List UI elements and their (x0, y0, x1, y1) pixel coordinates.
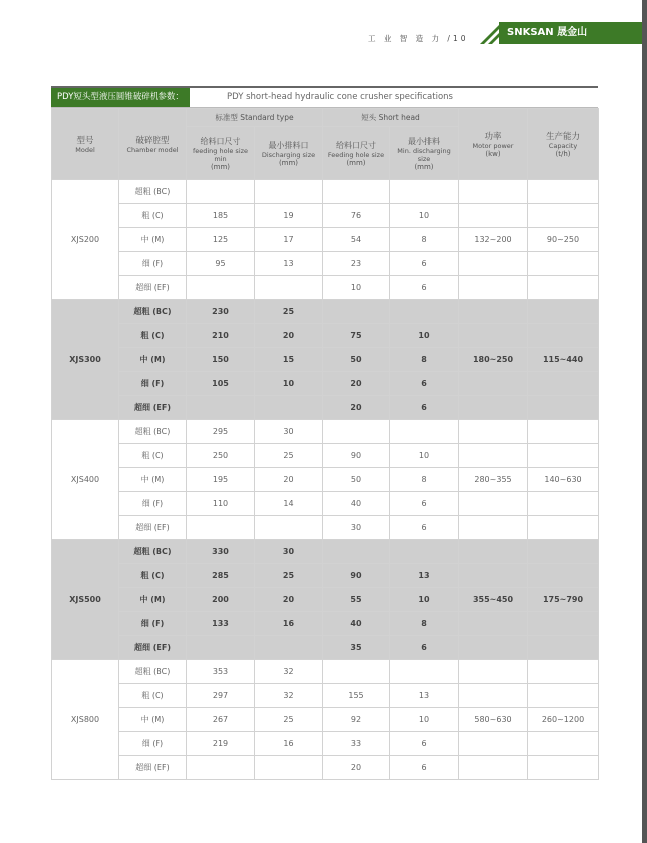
std-feed-cell: 95 (187, 252, 255, 276)
empty-cell (459, 444, 528, 468)
short-feed-cell (323, 300, 390, 324)
std-discharge-cell (255, 756, 323, 780)
empty-cell (459, 420, 528, 444)
std-discharge-cell (255, 276, 323, 300)
short-discharge-cell: 10 (390, 324, 459, 348)
table-row (52, 468, 599, 492)
empty-cell (528, 756, 599, 780)
header-short-head: 短头 Short head (323, 109, 459, 127)
short-discharge-cell: 6 (390, 276, 459, 300)
std-feed-cell: 330 (187, 540, 255, 564)
std-feed-cell (187, 636, 255, 660)
short-discharge-cell: 13 (390, 564, 459, 588)
std-feed-cell: 105 (187, 372, 255, 396)
table-row (52, 756, 599, 780)
brand-logo: SNKSAN 晟金山 (499, 22, 642, 44)
std-feed-cell: 125 (187, 228, 255, 252)
model-cell: XJS800 (52, 660, 119, 780)
short-discharge-cell (390, 660, 459, 684)
std-discharge-cell: 32 (255, 684, 323, 708)
empty-cell (459, 252, 528, 276)
power-cell: 355~450 (459, 588, 528, 612)
header-chamber: 破碎腔型 Chamber model (119, 109, 187, 180)
table-row (52, 660, 599, 684)
header-short-discharge: 最小排料 Min. discharging size (mm) (390, 127, 459, 180)
table-title-en: PDY short-head hydraulic cone crusher specifications (227, 92, 453, 102)
chamber-cell: 粗 (C) (119, 684, 187, 708)
short-feed-cell: 30 (323, 516, 390, 540)
std-feed-cell: 295 (187, 420, 255, 444)
header-std-feed: 给料口尺寸 feeding hole size min (mm) (187, 127, 255, 180)
std-feed-cell: 230 (187, 300, 255, 324)
empty-cell (528, 252, 599, 276)
page-edge-bar (642, 0, 647, 843)
chamber-cell: 细 (F) (119, 252, 187, 276)
short-feed-cell: 55 (323, 588, 390, 612)
empty-cell (528, 396, 599, 420)
short-discharge-cell: 6 (390, 372, 459, 396)
std-discharge-cell: 14 (255, 492, 323, 516)
table-row (52, 636, 599, 660)
std-discharge-cell: 16 (255, 732, 323, 756)
std-discharge-cell (255, 636, 323, 660)
chamber-cell: 中 (M) (119, 348, 187, 372)
chamber-cell: 细 (F) (119, 732, 187, 756)
power-cell: 580~630 (459, 708, 528, 732)
short-discharge-cell (390, 420, 459, 444)
empty-cell (528, 180, 599, 204)
short-feed-cell: 20 (323, 372, 390, 396)
table-row (52, 348, 599, 372)
std-discharge-cell: 20 (255, 468, 323, 492)
table-row (52, 612, 599, 636)
table-row (52, 684, 599, 708)
short-feed-cell (323, 540, 390, 564)
short-discharge-cell: 6 (390, 492, 459, 516)
chamber-cell: 超细 (EF) (119, 276, 187, 300)
empty-cell (528, 540, 599, 564)
short-feed-cell: 75 (323, 324, 390, 348)
model-cell: XJS500 (52, 540, 119, 660)
std-feed-cell: 185 (187, 204, 255, 228)
short-discharge-cell: 13 (390, 684, 459, 708)
header-power: 功率 Motor power (kw) (459, 109, 528, 180)
std-discharge-cell: 17 (255, 228, 323, 252)
std-discharge-cell: 30 (255, 420, 323, 444)
short-feed-cell: 54 (323, 228, 390, 252)
short-discharge-cell: 8 (390, 612, 459, 636)
short-feed-cell: 40 (323, 612, 390, 636)
capacity-cell: 115~440 (528, 348, 599, 372)
table-row (52, 444, 599, 468)
chamber-cell: 中 (M) (119, 588, 187, 612)
empty-cell (459, 756, 528, 780)
short-feed-cell: 50 (323, 468, 390, 492)
empty-cell (459, 564, 528, 588)
empty-cell (528, 516, 599, 540)
empty-cell (528, 420, 599, 444)
chamber-cell: 超细 (EF) (119, 396, 187, 420)
table-row (52, 180, 599, 204)
table-row (52, 204, 599, 228)
short-discharge-cell: 8 (390, 348, 459, 372)
empty-cell (528, 204, 599, 228)
table-row (52, 732, 599, 756)
empty-cell (459, 324, 528, 348)
std-discharge-cell: 20 (255, 588, 323, 612)
table-row (52, 228, 599, 252)
std-feed-cell: 250 (187, 444, 255, 468)
empty-cell (528, 324, 599, 348)
std-discharge-cell: 25 (255, 300, 323, 324)
chamber-cell: 超细 (EF) (119, 516, 187, 540)
short-feed-cell: 76 (323, 204, 390, 228)
short-discharge-cell: 6 (390, 252, 459, 276)
empty-cell (528, 300, 599, 324)
short-discharge-cell (390, 300, 459, 324)
std-discharge-cell: 15 (255, 348, 323, 372)
capacity-cell: 140~630 (528, 468, 599, 492)
short-feed-cell (323, 420, 390, 444)
short-feed-cell: 40 (323, 492, 390, 516)
std-discharge-cell: 16 (255, 612, 323, 636)
std-discharge-cell: 20 (255, 324, 323, 348)
short-feed-cell: 20 (323, 756, 390, 780)
short-discharge-cell: 6 (390, 516, 459, 540)
short-feed-cell: 20 (323, 396, 390, 420)
chamber-cell: 超粗 (BC) (119, 300, 187, 324)
std-feed-cell (187, 516, 255, 540)
std-discharge-cell: 25 (255, 708, 323, 732)
std-feed-cell: 195 (187, 468, 255, 492)
table-title-bar (51, 86, 598, 108)
empty-cell (459, 612, 528, 636)
std-discharge-cell: 25 (255, 444, 323, 468)
capacity-cell: 90~250 (528, 228, 599, 252)
std-feed-cell (187, 180, 255, 204)
short-discharge-cell: 10 (390, 204, 459, 228)
short-discharge-cell: 6 (390, 636, 459, 660)
empty-cell (528, 636, 599, 660)
empty-cell (528, 612, 599, 636)
std-feed-cell: 210 (187, 324, 255, 348)
table-row (52, 372, 599, 396)
std-feed-cell: 285 (187, 564, 255, 588)
empty-cell (528, 732, 599, 756)
short-feed-cell: 155 (323, 684, 390, 708)
short-discharge-cell: 6 (390, 396, 459, 420)
table-row (52, 540, 599, 564)
chamber-cell: 细 (F) (119, 612, 187, 636)
std-feed-cell (187, 276, 255, 300)
table-row (52, 420, 599, 444)
table-row (52, 492, 599, 516)
std-feed-cell (187, 756, 255, 780)
empty-cell (459, 372, 528, 396)
header-model: 型号 Model (52, 109, 119, 180)
spec-table-section (51, 86, 598, 780)
chamber-cell: 细 (F) (119, 492, 187, 516)
spec-table (51, 108, 599, 780)
short-feed-cell: 90 (323, 564, 390, 588)
chamber-cell: 中 (M) (119, 228, 187, 252)
chamber-cell: 超细 (EF) (119, 636, 187, 660)
chamber-cell: 中 (M) (119, 708, 187, 732)
std-discharge-cell: 13 (255, 252, 323, 276)
empty-cell (459, 180, 528, 204)
capacity-cell: 175~790 (528, 588, 599, 612)
chamber-cell: 粗 (C) (119, 564, 187, 588)
short-discharge-cell: 6 (390, 756, 459, 780)
header-short-feed: 给料口尺寸 Feeding hole size (mm) (323, 127, 390, 180)
chamber-cell: 粗 (C) (119, 324, 187, 348)
empty-cell (459, 492, 528, 516)
page-number-text: 工 业 智 造 力 /10 (368, 34, 469, 43)
std-discharge-cell: 19 (255, 204, 323, 228)
short-feed-cell: 10 (323, 276, 390, 300)
std-feed-cell: 353 (187, 660, 255, 684)
short-feed-cell: 33 (323, 732, 390, 756)
std-feed-cell: 110 (187, 492, 255, 516)
table-row (52, 516, 599, 540)
table-row (52, 588, 599, 612)
power-cell: 132~200 (459, 228, 528, 252)
power-cell: 180~250 (459, 348, 528, 372)
table-row (52, 564, 599, 588)
empty-cell (528, 684, 599, 708)
empty-cell (459, 540, 528, 564)
table-row (52, 324, 599, 348)
std-discharge-cell (255, 180, 323, 204)
empty-cell (459, 300, 528, 324)
short-discharge-cell (390, 540, 459, 564)
std-feed-cell: 200 (187, 588, 255, 612)
table-row (52, 252, 599, 276)
empty-cell (459, 516, 528, 540)
short-feed-cell (323, 660, 390, 684)
short-feed-cell: 90 (323, 444, 390, 468)
short-discharge-cell: 6 (390, 732, 459, 756)
short-feed-cell (323, 180, 390, 204)
short-discharge-cell: 10 (390, 444, 459, 468)
table-row (52, 396, 599, 420)
chamber-cell: 超粗 (BC) (119, 420, 187, 444)
short-discharge-cell: 8 (390, 228, 459, 252)
empty-cell (528, 492, 599, 516)
empty-cell (459, 276, 528, 300)
empty-cell (459, 660, 528, 684)
empty-cell (459, 732, 528, 756)
chamber-cell: 粗 (C) (119, 444, 187, 468)
capacity-cell: 260~1200 (528, 708, 599, 732)
std-discharge-cell: 10 (255, 372, 323, 396)
short-discharge-cell: 8 (390, 468, 459, 492)
empty-cell (528, 564, 599, 588)
std-feed-cell: 267 (187, 708, 255, 732)
empty-cell (528, 444, 599, 468)
chamber-cell: 超粗 (BC) (119, 660, 187, 684)
chamber-cell: 超粗 (BC) (119, 180, 187, 204)
empty-cell (528, 276, 599, 300)
chamber-cell: 超粗 (BC) (119, 540, 187, 564)
page-header (0, 0, 642, 60)
empty-cell (528, 372, 599, 396)
std-feed-cell (187, 396, 255, 420)
chamber-cell: 超细 (EF) (119, 756, 187, 780)
std-discharge-cell: 30 (255, 540, 323, 564)
std-discharge-cell: 25 (255, 564, 323, 588)
std-feed-cell: 297 (187, 684, 255, 708)
table-title-cn: PDY短头型液压圆锥破碎机参数： (51, 88, 190, 107)
header-standard-type: 标准型 Standard type (187, 109, 323, 127)
chamber-cell: 细 (F) (119, 372, 187, 396)
short-feed-cell: 23 (323, 252, 390, 276)
chamber-cell: 中 (M) (119, 468, 187, 492)
model-cell: XJS400 (52, 420, 119, 540)
std-discharge-cell (255, 396, 323, 420)
std-feed-cell: 133 (187, 612, 255, 636)
header-capacity: 生产能力 Capacity (t/h) (528, 109, 599, 180)
chamber-cell: 粗 (C) (119, 204, 187, 228)
short-feed-cell: 50 (323, 348, 390, 372)
header-std-discharge: 最小排料口 Discharging size (mm) (255, 127, 323, 180)
table-row (52, 708, 599, 732)
spec-table-body (52, 180, 599, 780)
short-feed-cell: 92 (323, 708, 390, 732)
short-feed-cell: 35 (323, 636, 390, 660)
short-discharge-cell (390, 180, 459, 204)
std-feed-cell: 150 (187, 348, 255, 372)
empty-cell (528, 660, 599, 684)
short-discharge-cell: 10 (390, 708, 459, 732)
std-discharge-cell (255, 516, 323, 540)
power-cell: 280~355 (459, 468, 528, 492)
table-row (52, 276, 599, 300)
empty-cell (459, 684, 528, 708)
empty-cell (459, 204, 528, 228)
table-row (52, 300, 599, 324)
model-cell: XJS200 (52, 180, 119, 300)
empty-cell (459, 636, 528, 660)
empty-cell (459, 396, 528, 420)
short-discharge-cell: 10 (390, 588, 459, 612)
std-feed-cell: 219 (187, 732, 255, 756)
std-discharge-cell: 32 (255, 660, 323, 684)
model-cell: XJS300 (52, 300, 119, 420)
